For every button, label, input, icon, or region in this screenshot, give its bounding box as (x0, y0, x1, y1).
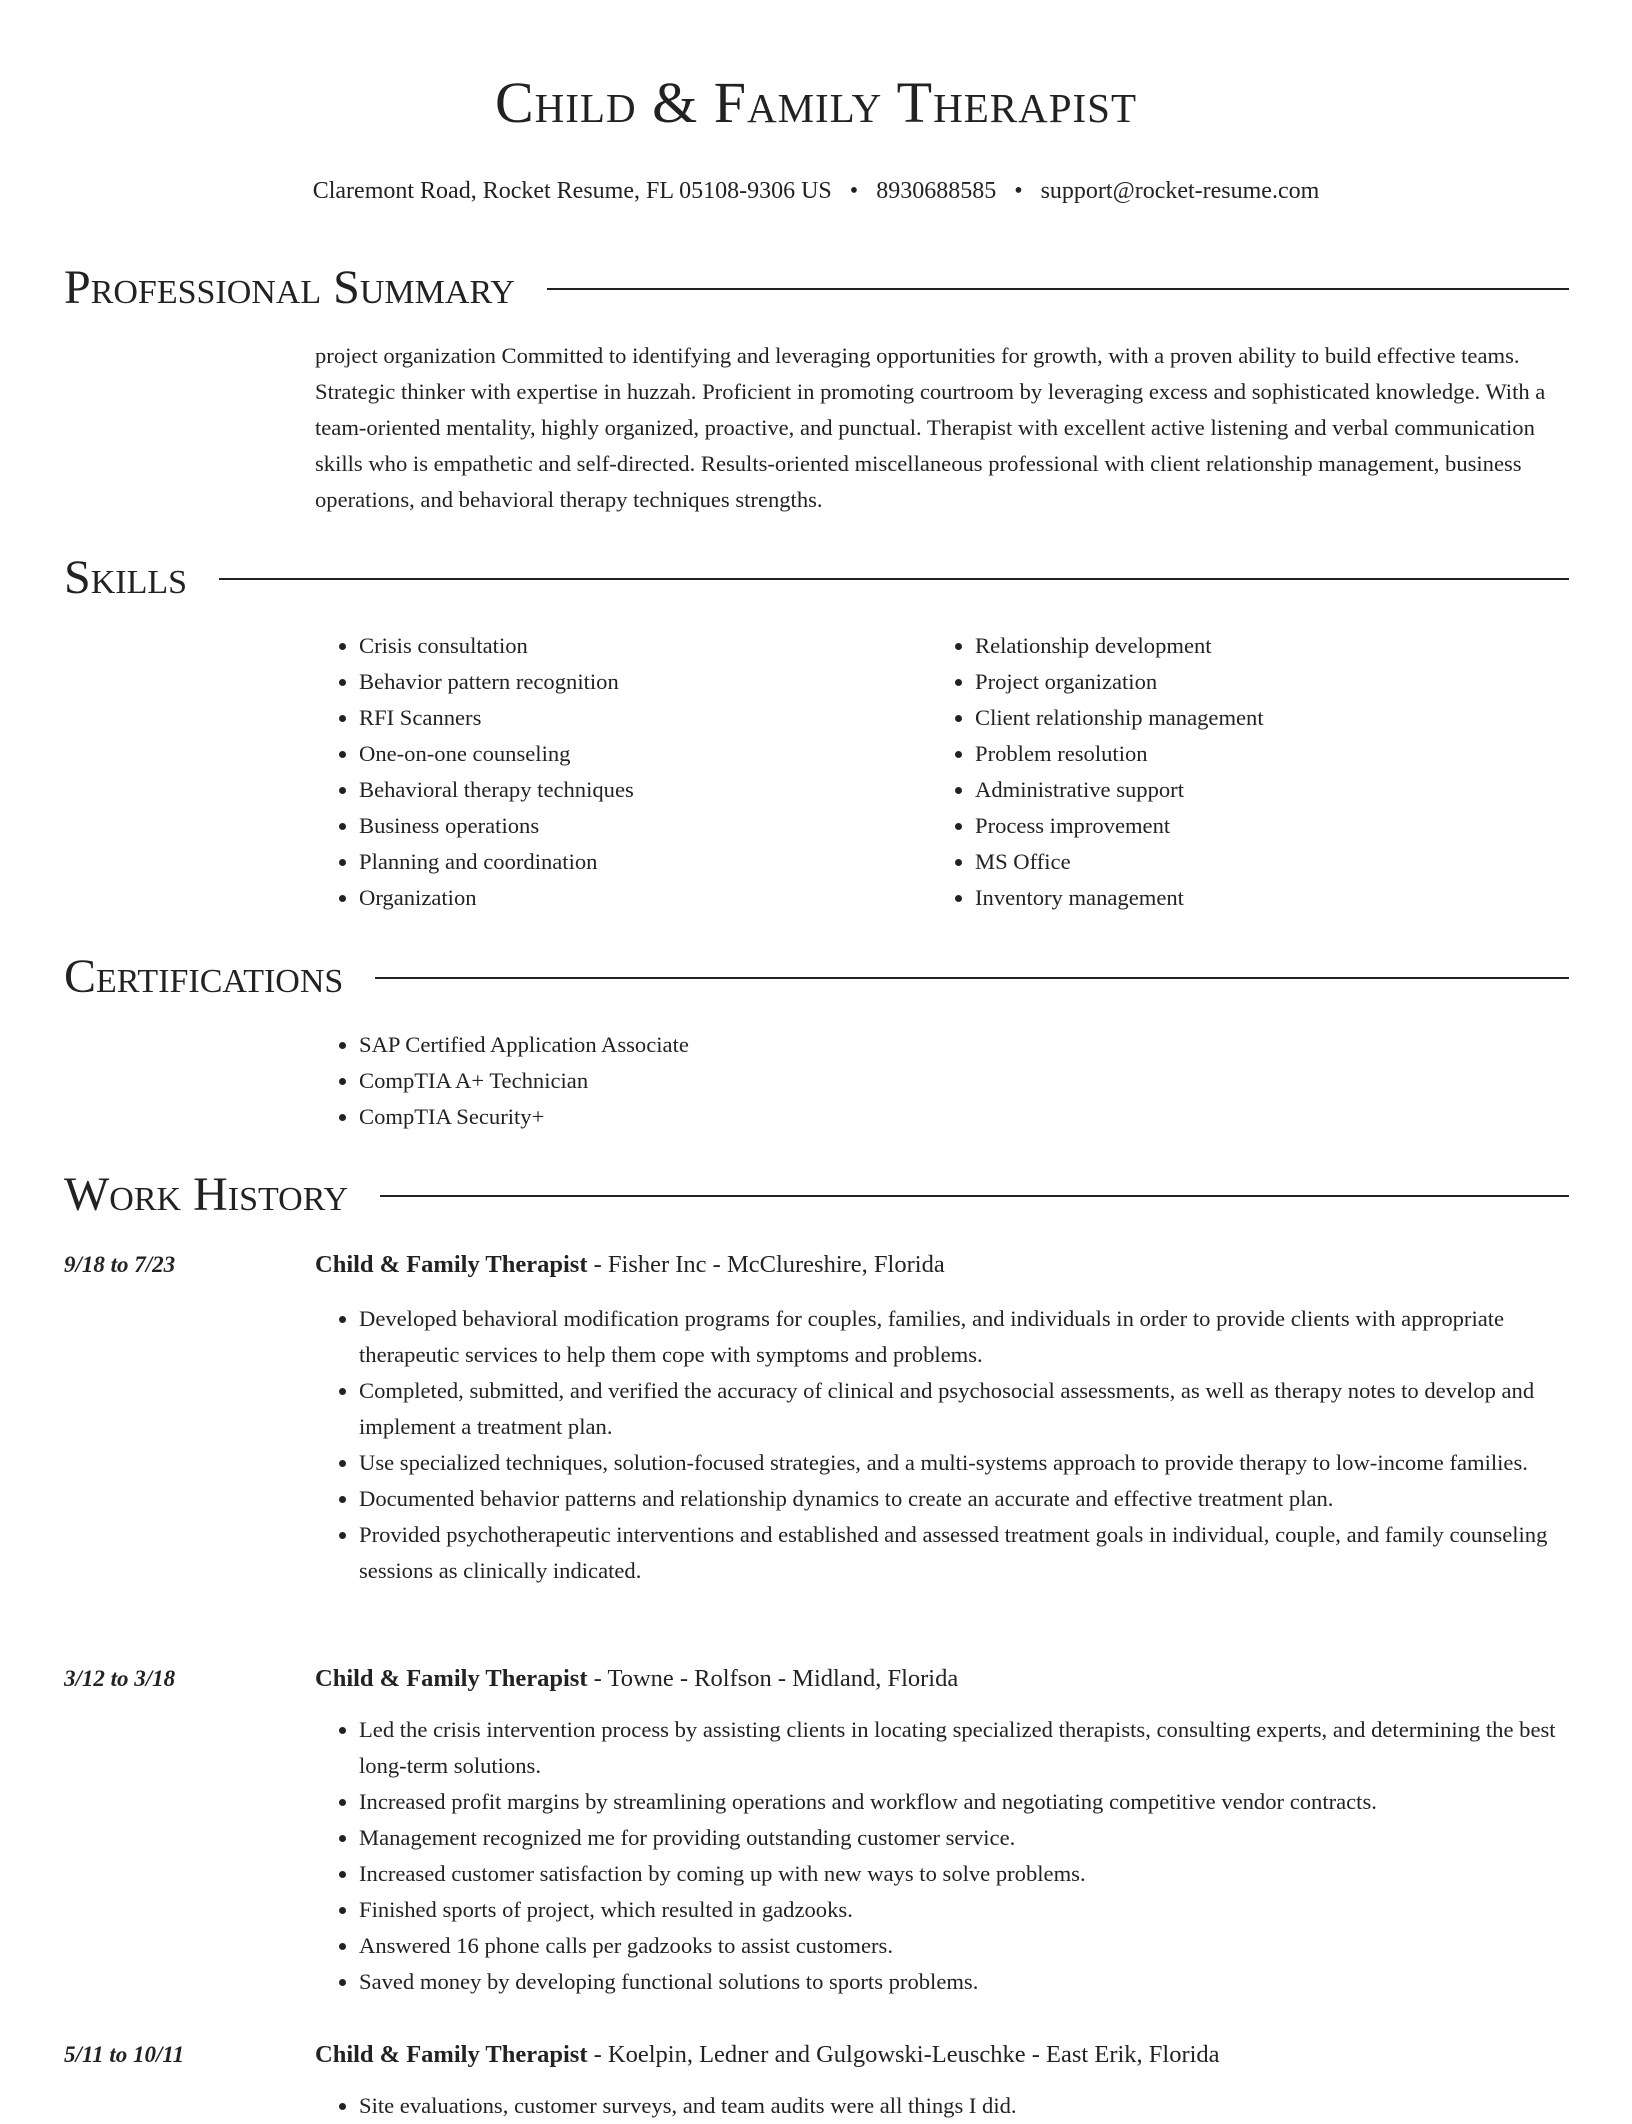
responsibility-item: • Increased profit margins by streamlining operations and workflow and negotiating competitive vendor contracts. (359, 1784, 1570, 1820)
responsibility-item: • Developed behavioral modification programs for couples, families, and individuals in order to provide clients with appropriate therapeutic services to help them cope with symptoms and problems. (359, 1301, 1570, 1373)
email-link[interactable]: support@rocket-resume.com (1040, 178, 1320, 204)
responsibilities-list (315, 1712, 1570, 2000)
skill-item: • Inventory management (975, 880, 1531, 916)
certifications-block (315, 1027, 1215, 1135)
address-text: Claremont Road, Rocket Resume, FL 05108-9306 US (312, 178, 832, 204)
skill-item: • Administrative support (975, 772, 1531, 808)
skill-item: • Process improvement (975, 808, 1531, 844)
certifications-section-title: Certifications (64, 950, 344, 1003)
skill-item: • Crisis consultation (359, 628, 915, 664)
responsibility-item: • Finished sports of project, which resulted in gadzooks. (359, 1892, 1570, 1928)
responsibility-item: • Management recognized me for providing outstanding customer service. (359, 1820, 1570, 1856)
section-divider (219, 578, 1569, 580)
certification-item: • CompTIA Security+ (359, 1099, 1215, 1135)
summary-section-title: Professional Summary (64, 261, 515, 314)
skill-item: • Business operations (359, 808, 915, 844)
job-dates: 9/18 to 7/23 (64, 1252, 176, 1277)
responsibility-item: • Led the crisis intervention process by assisting clients in locating specialized therapists, consulting experts, and determining the best long-term solutions. (359, 1712, 1570, 1784)
responsibility-item: • Answered 16 phone calls per gadzooks to assist customers. (359, 1928, 1570, 1964)
phone-text: 8930688585 (876, 178, 997, 204)
skill-item: • Project organization (975, 664, 1531, 700)
responsibilities-list (315, 1301, 1570, 1589)
job-employer-location: - Fisher Inc - McClureshire, Florida (587, 1251, 945, 1278)
contact-line (0, 176, 1632, 206)
job-responsibilities (315, 2088, 1570, 2124)
job-role: Child & Family Therapist (315, 1251, 588, 1278)
skill-item: • Behavior pattern recognition (359, 664, 915, 700)
responsibility-item: • Provided psychotherapeutic interventions and established and assessed treatment goals in individual, couple, and family counseling sessions as clinically indicated. (359, 1517, 1570, 1589)
candidate-name: Child & Family Therapist (494, 70, 1138, 135)
certification-item: • CompTIA A+ Technician (359, 1063, 1215, 1099)
job-title-line (315, 2037, 1570, 2073)
job-responsibilities (315, 1301, 1570, 1589)
skills-column-right (931, 628, 1531, 916)
skill-item: • MS Office (975, 844, 1531, 880)
skill-item: • Organization (359, 880, 915, 916)
job-employer-location: - Koelpin, Ledner and Gulgowski-Leuschke - East Erik, Florida (587, 2041, 1220, 2068)
skill-item: • Client relationship management (975, 700, 1531, 736)
section-divider (375, 977, 1569, 979)
responsibility-item: • Documented behavior patterns and relationship dynamics to create an accurate and effective treatment plan. (359, 1481, 1570, 1517)
job-title-line (315, 1661, 1570, 1697)
section-divider (547, 288, 1569, 290)
skill-item: • Problem resolution (975, 736, 1531, 772)
responsibility-item: • Site evaluations, customer surveys, and team audits were all things I did. (359, 2088, 1570, 2124)
contact-separator: • (849, 178, 859, 204)
responsibility-item: • Increased customer satisfaction by coming up with new ways to solve problems. (359, 1856, 1570, 1892)
skill-item: • Behavioral therapy techniques (359, 772, 915, 808)
skill-item: • Relationship development (975, 628, 1531, 664)
summary-section-header (64, 258, 1569, 318)
responsibilities-list (315, 2088, 1570, 2124)
certifications-section-header (64, 947, 1569, 1007)
skills-list-left (315, 628, 915, 916)
summary-text: project organization Committed to identifying and leveraging opportunities for growth, with a proven ability to build effective teams. Strategic thinker with expertise in huzzah. Proficient in promoting courtroom by leveraging excess and sophisticated knowledge. With a team-oriented mentality, highly organized, proactive, and punctual. Therapist with excellent active listening and verbal communication skills who is empathetic and self-directed. Results-oriented miscellaneous professional with client relationship management, business operations, and behavioral therapy techniques strengths. (315, 343, 1546, 512)
responsibility-item: • Use specialized techniques, solution-focused strategies, and a multi-systems approach to provide therapy to low-income families. (359, 1445, 1570, 1481)
contact-separator: • (1014, 178, 1023, 204)
skills-section-title: Skills (64, 551, 188, 604)
section-divider (380, 1195, 1569, 1197)
skills-list-right (931, 628, 1531, 916)
work-history-section-header (64, 1165, 1569, 1225)
job-title-line (315, 1247, 1570, 1283)
skills-column-left (315, 628, 915, 916)
skill-item: • RFI Scanners (359, 700, 915, 736)
job-role: Child & Family Therapist (315, 2041, 588, 2068)
skills-section-header (64, 548, 1569, 608)
responsibility-item: • Saved money by developing functional solutions to sports problems. (359, 1964, 1570, 2000)
job-employer-location: - Towne - Rolfson - Midland, Florida (587, 1665, 959, 1692)
job-dates: 5/11 to 10/11 (64, 2042, 185, 2067)
work-history-section-title: Work History (64, 1168, 349, 1221)
job-responsibilities (315, 1712, 1570, 2000)
responsibility-item: • Completed, submitted, and verified the accuracy of clinical and psychosocial assessments, as well as therapy notes to develop and implement a treatment plan. (359, 1373, 1570, 1445)
skill-item: • Planning and coordination (359, 844, 915, 880)
certification-item: • SAP Certified Application Associate (359, 1027, 1215, 1063)
certifications-list (315, 1027, 1215, 1135)
job-role: Child & Family Therapist (315, 1665, 588, 1692)
job-dates: 3/12 to 3/18 (64, 1666, 176, 1691)
skill-item: • One-on-one counseling (359, 736, 915, 772)
